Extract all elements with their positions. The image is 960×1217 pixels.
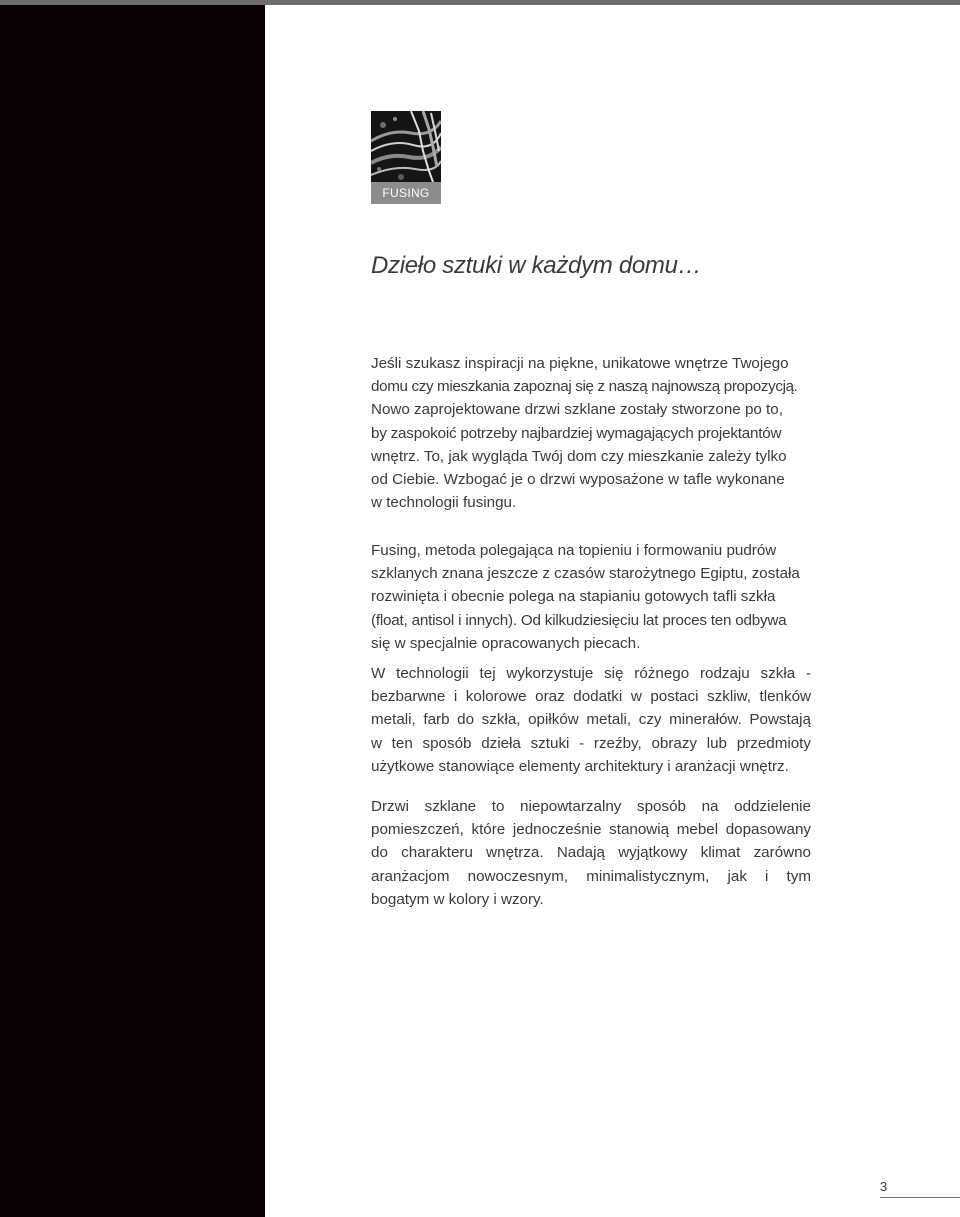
paragraph-fusing-method [371,539,811,655]
page-heading: Dzieło sztuki w każdym domu… [371,252,702,279]
text-line: się w specjalnie opracowanych piecach. [371,634,641,652]
text-line: W technologii tej wykorzystuje się różnego rodzaju szkła - [371,665,811,682]
text-line: do charakteru wnętrza. Nadają wyjątkowy klimat zarówno [371,844,811,862]
text-line: w technologii fusingu. [371,494,517,512]
text-line: użytkowe stanowiące elementy architektury i aranżacji wnętrz. [371,757,789,775]
paragraph-technology [371,662,811,778]
text-line: rozwinięta i obecnie polega na stapianiu gotowych tafli szkła [371,588,776,606]
text-line: domu czy mieszkania zapoznaj się z naszą najnowszą propozycją. [371,378,798,396]
paragraph-intro [371,352,811,514]
text-line: szklanych znana jeszcze z czasów starożytnego Egiptu, została [371,565,800,583]
text-line: (float, antisol i innych). Od kilkudziesięciu lat proces ten odbywa [371,611,787,629]
text-line: by zaspokoić potrzeby najbardziej wymagających projektantów [371,424,782,442]
text-line: wnętrz. To, jak wygląda Twój dom czy mieszkanie zależy tylko [371,447,787,465]
text-line: aranżacjom nowoczesnym, minimalistycznym, jak i tym [371,867,811,885]
text-line: metali, farb do szkła, opiłków metali, czy minerałów. Powstają [371,711,811,729]
fused-glass-texture-icon [371,111,441,182]
text-line: w ten sposób dzieła sztuki - rzeźby, obrazy lub przedmioty [371,734,811,752]
text-line: bogatym w kolory i wzory. [371,890,544,908]
text-line: Fusing, metoda polegająca na topieniu i formowaniu pudrów [371,542,777,559]
text-line: pomieszczeń, które jednocześnie stanowią mebel dopasowany [371,821,811,839]
text-line: od Ciebie. Wzbogać je o drzwi wyposażone w tafle wykonane [371,471,785,489]
left-black-band [0,5,265,1217]
paragraph-glass-doors [371,795,811,911]
text-line: Nowo zaprojektowane drzwi szklane zostały stworzone po to, [371,401,783,419]
text-line: bezbarwne i kolorowe oraz dodatki w postaci szkliw, tlenków [371,688,811,706]
text-line: Drzwi szklane to niepowtarzalny sposób na oddzielenie [371,798,811,815]
section-thumbnail [371,111,441,204]
text-line: Jeśli szukasz inspiracji na piękne, unikatowe wnętrze Twojego [371,355,789,372]
page-number-rule [880,1197,960,1198]
page-number: 3 [880,1179,888,1194]
section-label: FUSING [371,182,441,204]
